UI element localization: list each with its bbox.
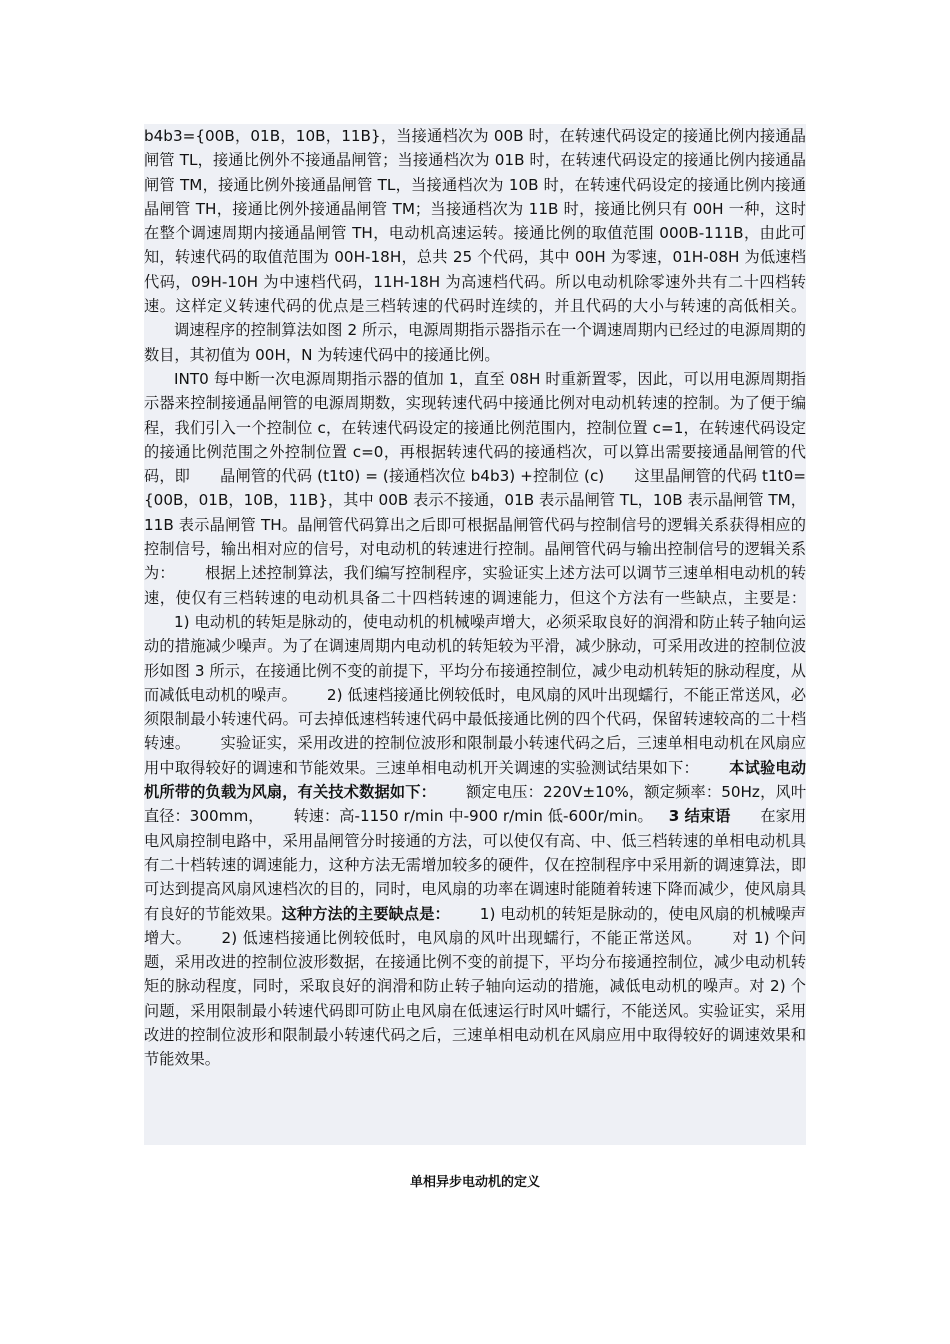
paragraph-solutions: 对 1) 个问题，采用改进的控制位波形数据，在接通比例不变的前提下，平均分布接通控制位，减少电动机转矩的脉动程度，同时，采取良好的润滑和防止转子轴向运动的措施，减低电动机的噪声。对 2) 个问题，采用限制最小转速代码即可防止电风扇在低速运行时风叶蠕行，不能送风。实验证实，采用改进的控制位波形和限制最小转速代码之后，三速单相电动机在风扇应用中取得较好的调速效果和节能效果。 <box>144 928 806 1069</box>
paragraph-thyristor-code: 这里晶闸管的代码 t1t0={00B，01B，10B，11B}，其中 00B 表示不接通，01B 表示晶闸管 TL，10B 表示晶闸管 TM，11B 表示晶闸管 TH。晶闸管代码算出之后即可根据晶闸管代码与控制信号的逻辑关系获得相应的控制信号，输出相对应的信号，对电动机的转速进行控制。晶闸管代码与输出控制信号的逻辑关系为： <box>144 467 806 583</box>
paragraph-conclusion: 在家用电风扇控制电路中，采用晶闸管分时接通的方法，可以使仅有高、中、低三档转速的单相电动机具有二十档转速的调速能力，这种方法无需增加较多的硬件，仅在控制程序中采用新的调速算法，即可达到提高风扇风速档次的目的，同时，电风扇的功率在调速时能随着转速下降而减少，使风扇具有良好的节能效果。 <box>144 807 806 923</box>
paragraph-experiment: 实验证实，采用改进的控制位波形和限制最小转速代码之后，三速单相电动机在风扇应用中取得较好的调速和节能效果。三速单相电动机开关调速的实验测试结果如下： <box>144 734 806 777</box>
page-caption: 单相异步电动机的定义 <box>409 1175 540 1190</box>
paragraph-program: 根据上述控制算法，我们编写控制程序，实验证实上述方法可以调节三速单相电动机的转速，使仅有三档转速的电动机具备二十四档转速的调速能力，但这个方法有一些缺点，主要是： <box>144 564 806 607</box>
conclusion-drawback-1: 1) 电动机的转矩是脉动的，使电风扇的机械噪声增大。 <box>144 904 806 947</box>
paragraph-drawback-2: 2) 低速档接通比例较低时，电风扇的风叶出现蠕行，不能正常送风，必须限制最小转速代码。可去掉低速档转速代码中最低接通比例的四个代码，保留转速较高的二十档转速。 <box>144 685 806 753</box>
section-heading-conclusion: 3 结束语 <box>668 807 731 826</box>
paragraph-main-drawbacks: 这种方法的主要缺点是： <box>281 904 450 923</box>
spec-speed: 转速：高-1150 r/min 中-900 r/min 低-600r/min。 <box>293 807 653 826</box>
body-text <box>144 124 806 1145</box>
paragraph-tonggdangci: b4b3={00B，01B，10B，11B}，当接通档次为 00B 时，在转速代码设定的接通比例内接通晶闸管 TL，接通比例外不接通晶闸管；当接通档次为 01B 时，在转速代码设定的接通比例内接通晶闸管 TM，接通比例外接通晶闸管 TL，当接通档次为 10B 时，在转速代码设定的接通比例内接通晶闸管 TH，接通比例外接通晶闸管 TM；当接通档次为 11B 时，接通比例只有 00H 一种，这时在整个调速周期内接通晶闸管 TH，电动机高速运转。接通比例的取值范围 000B-111B，由此可知，转速代码的取值范围为 00H-18H，总共 25 个代码，其中 00H 为零速，01H-08H 为低速档代码，09H-10H 为中速档代码，11H-18H 为高速档代码。所以电动机除零速外共有二十四档转速。这样定义转速代码的优点是三档转速的代码时连续的，并且代码的大小与转速的高低相关。 <box>144 127 806 316</box>
formula-thyristor-code: 晶闸管的代码 (t1t0) = (接通档次位 b4b3) +控制位 (c) <box>220 467 605 486</box>
spec-rated: 额定电压：220V±10%，额定频率：50Hz，风叶直径：300mm， <box>144 783 806 826</box>
paragraph-control-algorithm: 调速程序的控制算法如图 2 所示，电源周期指示器指示在一个调速周期内已经过的电源周期的数目，其初值为 00H，N 为转速代码中的接通比例。 <box>144 321 806 364</box>
paragraph-int0: INT0 每中断一次电源周期指示器的值加 1，直至 08H 时重新置零，因此，可以用电源周期指示器来控制接通晶闸管的电源周期数，实现转速代码中接通比例对电动机转速的控制。为了便于编程，我们引入一个控制位 c，在转速代码设定的接通比例范围内，控制位置 c=1，在转速代码设定的接通比例范围之外控制位置 c=0，再根据转速代码的接通档次，可以算出需要接通晶闸管的代码，即 <box>144 369 806 486</box>
conclusion-drawback-2: 2) 低速档接通比例较低时，电风扇的风叶出现蠕行，不能正常送风。 <box>221 928 702 947</box>
paragraph-test-load: 本试验电动机所带的负载为风扇，有关技术数据如下： <box>144 758 806 802</box>
paragraph-drawback-1: 1) 电动机的转矩是脉动的，使电动机的机械噪声增大，必须采取良好的润滑和防止转子轴向运动的措施减少噪声。为了在调速周期内电动机的转矩较为平滑，减少脉动，可采用改进的控制位波形如图 3 所示，在接通比例不变的前提下，平均分布接通控制位，减少电动机转矩的脉动程度，从而减低电动机的噪声。 <box>144 612 806 704</box>
